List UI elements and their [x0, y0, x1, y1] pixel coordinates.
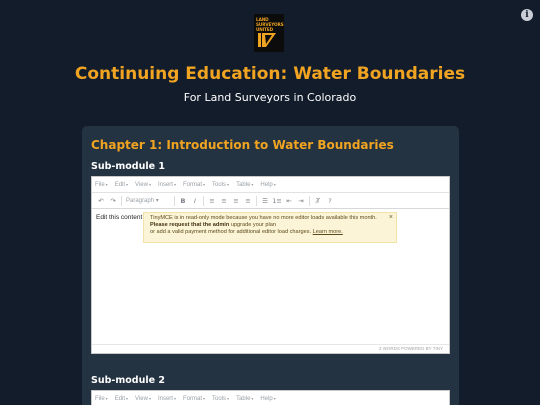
menu-insert[interactable]: Insert▾	[157, 395, 176, 402]
notice-bold-text: Please request that the admin	[150, 222, 230, 228]
align-center-icon[interactable]: ≡	[221, 196, 227, 205]
align-right-icon[interactable]: ≡	[233, 196, 239, 205]
logo-line-3: UNITED	[256, 27, 274, 32]
logo-line-2: SURVEYORS	[256, 22, 284, 27]
toolbar-divider	[309, 196, 310, 206]
read-only-notice	[143, 212, 397, 243]
menu-edit[interactable]: Edit▾	[114, 395, 129, 402]
menu-table[interactable]: Table▾	[236, 181, 254, 188]
indent-icon[interactable]: ⇥	[298, 196, 304, 205]
align-justify-icon[interactable]: ≡	[245, 196, 251, 205]
submodule-1-label: Sub-module 1	[91, 161, 165, 172]
page-title: Continuing Education: Water Boundaries	[74, 64, 466, 84]
chapter-title: Chapter 1: Introduction to Water Boundaries	[91, 138, 394, 152]
undo-icon[interactable]: ↶	[98, 196, 104, 205]
outdent-icon[interactable]: ⇤	[286, 196, 292, 205]
menu-help[interactable]: Help▾	[260, 395, 276, 402]
menu-file[interactable]: File▾	[95, 181, 108, 188]
menu-table[interactable]: Table▾	[236, 395, 254, 402]
logo-mark-icon	[258, 33, 276, 47]
block-format-select[interactable]: Paragraph ▾	[126, 198, 159, 204]
logo	[254, 14, 284, 52]
close-icon[interactable]: ×	[388, 214, 393, 221]
italic-button[interactable]: I	[194, 196, 196, 205]
notice-line-2-rest: upgrade your plan	[229, 222, 276, 228]
bullet-list-icon[interactable]: ☰	[262, 196, 268, 205]
menu-insert[interactable]: Insert▾	[157, 181, 176, 188]
notice-line-1: TinyMCE is in read-only mode because you have no more editor loads available this month.	[150, 215, 377, 221]
toolbar-divider	[121, 196, 122, 206]
menu-tools[interactable]: Tools▾	[212, 181, 230, 188]
menu-file[interactable]: File▾	[95, 395, 108, 402]
rich-text-editor-2[interactable]	[91, 390, 450, 405]
menu-edit[interactable]: Edit▾	[114, 181, 129, 188]
page-subtitle: For Land Surveyors in Colorado	[183, 91, 357, 104]
toolbar-divider	[174, 196, 175, 206]
learn-more-link[interactable]: Learn more.	[312, 229, 343, 235]
numbered-list-icon[interactable]: 1≡	[272, 196, 282, 205]
menu-view[interactable]: View▾	[135, 395, 151, 402]
help-icon[interactable]: ?	[328, 196, 332, 205]
menu-format[interactable]: Format▾	[183, 181, 206, 188]
editor-statusbar	[92, 344, 449, 353]
rich-text-editor-1[interactable]	[91, 176, 450, 354]
editor-content-text: Edit this content	[96, 214, 143, 221]
menu-view[interactable]: View▾	[135, 181, 151, 188]
clear-format-icon[interactable]: T̸	[316, 196, 320, 205]
chapter-card	[82, 126, 459, 405]
editor-menubar	[92, 177, 449, 193]
toolbar-divider	[203, 196, 204, 206]
editor-toolbar	[92, 193, 449, 209]
word-count: 3 WORDS POWERED BY TINY	[378, 346, 443, 351]
notice-line-2	[150, 222, 382, 229]
toolbar-divider	[256, 196, 257, 206]
menu-tools[interactable]: Tools▾	[212, 395, 230, 402]
editor-menubar	[92, 391, 449, 405]
logo-line-1: LAND	[256, 17, 269, 22]
redo-icon[interactable]: ↷	[110, 196, 116, 205]
bold-button[interactable]: B	[180, 196, 186, 205]
notice-line-3: or add a valid payment method for additional editor load charges. Learn more.	[150, 229, 343, 235]
submodule-2-label: Sub-module 2	[91, 375, 165, 386]
align-left-icon[interactable]: ≡	[209, 196, 215, 205]
menu-help[interactable]: Help▾	[260, 181, 276, 188]
menu-format[interactable]: Format▾	[183, 395, 206, 402]
info-icon[interactable]: i	[521, 9, 533, 21]
